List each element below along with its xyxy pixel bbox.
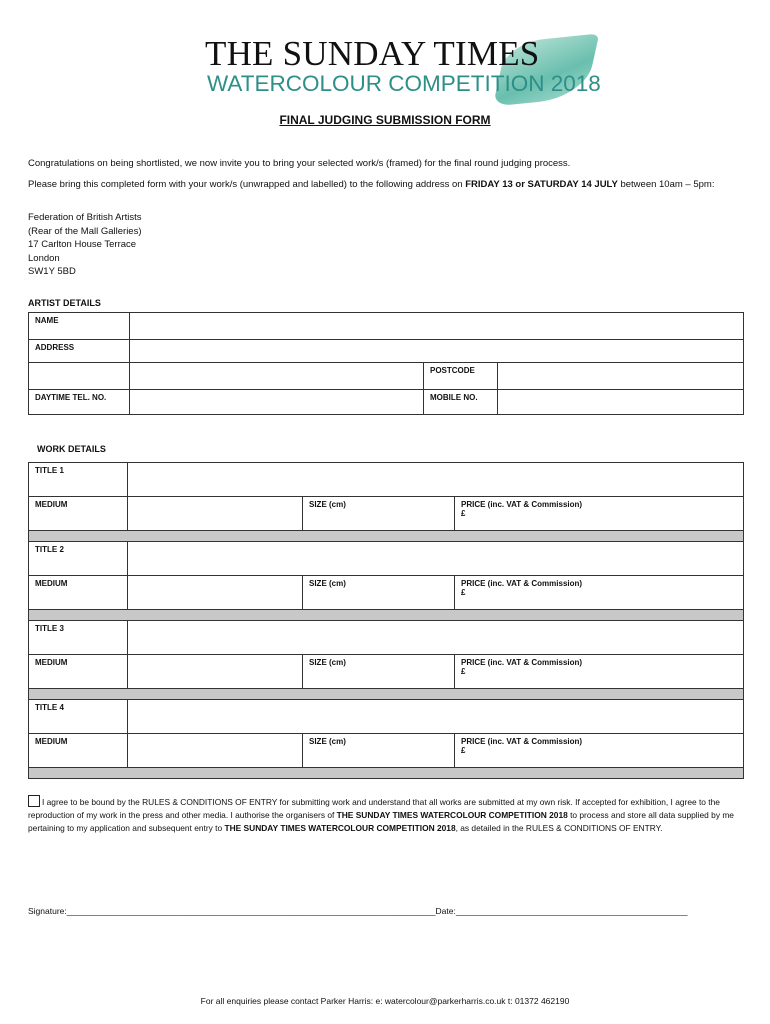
price-label: PRICE (inc. VAT & Commission)	[461, 737, 583, 746]
competition-name: THE SUNDAY TIMES WATERCOLOUR COMPETITION 2018	[336, 809, 568, 820]
medium-field[interactable]	[128, 497, 303, 531]
size-field[interactable]	[303, 497, 455, 531]
address-label: ADDRESS	[29, 340, 130, 363]
agreement-text: I agree to be bound by the RULES & CONDITIONS OF ENTRY for submitting work and understand that all works are submitted at my own risk. If accepted for exhibition, I agree to the reproduction of my work in the press and other media. I authorise the organisers of	[28, 797, 720, 820]
medium-field[interactable]	[128, 576, 303, 610]
currency-symbol: £	[461, 588, 466, 597]
address-line: (Rear of the Mall Galleries)	[28, 225, 142, 237]
work-details-table	[28, 462, 744, 779]
address-line: SW1Y 5BD	[28, 266, 76, 277]
mobile-field[interactable]	[498, 390, 744, 415]
agreement-paragraph	[28, 795, 744, 835]
currency-symbol: £	[461, 509, 466, 518]
signature-row	[28, 906, 687, 916]
instructions-dates: FRIDAY 13 or SATURDAY 14 JULY	[465, 179, 618, 190]
agreement-text: , as detailed in the RULES & CONDITIONS OF ENTRY.	[455, 822, 663, 833]
size-label: SIZE (cm)	[309, 737, 346, 746]
price-field[interactable]	[455, 576, 744, 610]
currency-symbol: £	[461, 667, 466, 676]
size-field[interactable]	[303, 655, 455, 689]
agreement-text: to process and store all data supplied by me pertaining to my application and subsequent entry to	[28, 809, 734, 833]
agree-checkbox[interactable]	[28, 795, 40, 807]
size-label: SIZE (cm)	[309, 500, 346, 509]
form-title: FINAL JUDGING SUBMISSION FORM	[279, 113, 491, 127]
date-label: Date:	[435, 906, 456, 916]
medium-field[interactable]	[128, 734, 303, 768]
intro-paragraph: Congratulations on being shortlisted, we now invite you to bring your selected work/s (framed) for the final round judging process.	[28, 158, 571, 169]
date-line[interactable]: _________________________________________________	[455, 906, 688, 916]
price-label: PRICE (inc. VAT & Commission)	[461, 658, 583, 667]
medium-label: MEDIUM	[29, 655, 128, 689]
title-label: TITLE 2	[29, 542, 128, 576]
competition-name: THE SUNDAY TIMES WATERCOLOUR COMPETITION 2018	[224, 822, 456, 833]
name-field[interactable]	[130, 313, 744, 340]
address-line: 17 Carlton House Terrace	[28, 239, 137, 250]
size-field[interactable]	[303, 734, 455, 768]
address-field[interactable]	[130, 340, 744, 363]
price-label: PRICE (inc. VAT & Commission)	[461, 579, 583, 588]
artist-details-heading: ARTIST DETAILS	[28, 298, 101, 308]
postcode-label: POSTCODE	[424, 363, 498, 390]
delivery-address	[28, 211, 142, 279]
signature-label: Signature:	[28, 906, 67, 916]
size-label: SIZE (cm)	[309, 658, 346, 667]
title-label: TITLE 3	[29, 621, 128, 655]
medium-label: MEDIUM	[29, 734, 128, 768]
work-details-heading: WORK DETAILS	[37, 444, 106, 454]
size-field[interactable]	[303, 576, 455, 610]
price-field[interactable]	[455, 734, 744, 768]
medium-label: MEDIUM	[29, 576, 128, 610]
currency-symbol: £	[461, 746, 466, 755]
title-field[interactable]	[128, 463, 744, 497]
separator-row	[29, 689, 744, 700]
daytime-tel-label: DAYTIME TEL. NO.	[29, 390, 130, 415]
price-field[interactable]	[455, 655, 744, 689]
separator-row	[29, 531, 744, 542]
logo-subtitle: WATERCOLOUR COMPETITION 2018	[207, 71, 601, 96]
address-line: Federation of British Artists	[28, 212, 142, 223]
daytime-tel-field[interactable]	[130, 390, 424, 415]
instructions-paragraph	[28, 178, 744, 192]
title-field[interactable]	[128, 700, 744, 734]
logo-title: THE SUNDAY TIMES	[205, 34, 540, 73]
title-label: TITLE 4	[29, 700, 128, 734]
address-extra-label-cell	[29, 363, 130, 390]
size-label: SIZE (cm)	[309, 579, 346, 588]
signature-line[interactable]: ______________________________________________________________________________	[66, 906, 436, 916]
mobile-label: MOBILE NO.	[424, 390, 498, 415]
medium-label: MEDIUM	[29, 497, 128, 531]
address-line: London	[28, 252, 60, 264]
separator-row	[29, 768, 744, 779]
title-field[interactable]	[128, 542, 744, 576]
title-field[interactable]	[128, 621, 744, 655]
artist-details-table	[28, 312, 744, 415]
postcode-field[interactable]	[498, 363, 744, 390]
competition-logo	[205, 34, 601, 104]
name-label: NAME	[29, 313, 130, 340]
instructions-time: between 10am – 5pm:	[617, 179, 715, 190]
instructions-text: Please bring this completed form with your work/s (unwrapped and labelled) to the following address on	[28, 179, 466, 190]
price-label: PRICE (inc. VAT & Commission)	[461, 500, 583, 509]
price-field[interactable]	[455, 497, 744, 531]
title-label: TITLE 1	[29, 463, 128, 497]
separator-row	[29, 610, 744, 621]
footer-contact: For all enquiries please contact Parker Harris: e: watercolour@parkerharris.co.uk t: 01372 462190	[200, 996, 570, 1006]
medium-field[interactable]	[128, 655, 303, 689]
address-field-2[interactable]	[130, 363, 424, 390]
